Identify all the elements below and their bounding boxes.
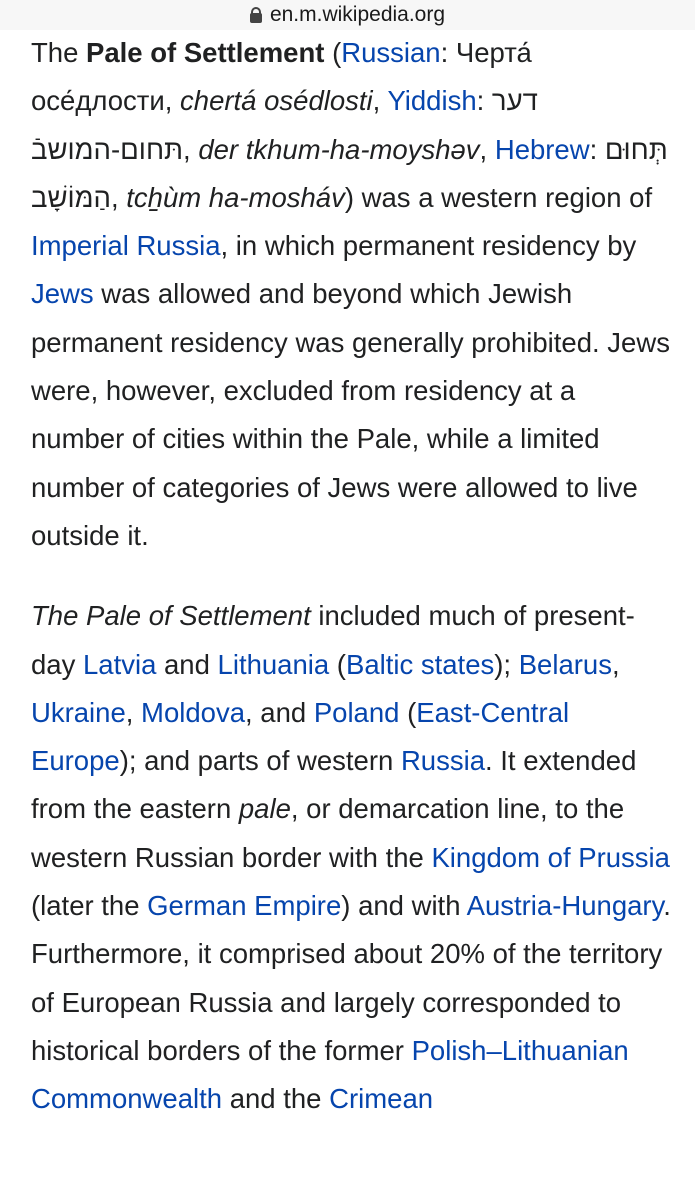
italic-pale: pale xyxy=(238,793,291,825)
text: , xyxy=(183,133,199,165)
link-moldova[interactable]: Moldova xyxy=(141,696,245,728)
text: , xyxy=(479,133,495,165)
text: was allowed and beyond which Jewish permanent residency was generally prohibited. Jews were, however, excluded from residency at a number of cities within the Pale, while a limited number of categories of Jews were allowed to live outside it. xyxy=(31,278,670,551)
hebrew-transliteration: tcẖùm ha-mosháv xyxy=(126,181,345,213)
text: ) and with xyxy=(341,890,467,922)
text: The xyxy=(31,37,87,68)
text: ) was a western region of xyxy=(344,181,653,213)
text: included much of present-day xyxy=(31,600,635,680)
text: , xyxy=(125,696,142,728)
text: . Furthermore, it comprised about 20% of the territory of European Russia and largely corresponded to historical borders of the former xyxy=(31,890,671,1066)
text: (later the xyxy=(31,890,148,922)
text: , xyxy=(372,85,388,117)
link-imperial-russia[interactable]: Imperial Russia xyxy=(31,230,221,262)
article-paragraph-1 xyxy=(31,29,671,560)
text: : xyxy=(476,85,492,117)
link-ukraine[interactable]: Ukraine xyxy=(31,696,126,728)
yiddish-transliteration: der tkhum-ha-moyshəv xyxy=(198,133,480,165)
russian-term: Черта́ осе́длости xyxy=(31,37,532,117)
link-polish-lithuanian-commonwealth[interactable]: Polish–Lithuanian Commonwealth xyxy=(31,1034,629,1115)
text: : xyxy=(440,37,456,68)
text: and xyxy=(156,648,218,680)
yiddish-term: דער תּחום-המושבֿ xyxy=(31,85,538,165)
text: , xyxy=(111,181,127,213)
russian-transliteration: chertá osédlosti xyxy=(180,85,373,117)
link-austria-hungary[interactable]: Austria-Hungary xyxy=(466,890,664,922)
link-russia[interactable]: Russia xyxy=(400,745,485,777)
link-lithuania[interactable]: Lithuania xyxy=(217,648,330,680)
text: , and xyxy=(245,696,314,728)
url-bar[interactable] xyxy=(0,0,695,30)
text: , in which permanent residency by xyxy=(220,230,637,262)
article-paragraph-2 xyxy=(31,592,671,1123)
hebrew-term: תְּחוּם הַמּוֹשָׁב xyxy=(31,133,668,213)
link-latvia[interactable]: Latvia xyxy=(82,648,157,680)
link-yiddish[interactable]: Yiddish xyxy=(387,85,477,117)
text: , xyxy=(611,648,620,680)
link-baltic-states[interactable]: Baltic states xyxy=(345,648,495,680)
text: ( xyxy=(399,696,417,728)
url-text[interactable]: en.m.wikipedia.org xyxy=(269,3,446,26)
text: and the xyxy=(222,1083,330,1115)
link-crimean[interactable]: Crimean xyxy=(329,1083,434,1115)
text: , xyxy=(164,85,181,117)
link-east-central-europe[interactable]: East-Central Europe xyxy=(31,696,570,777)
link-jews[interactable]: Jews xyxy=(31,278,94,310)
lock-icon xyxy=(250,7,262,23)
article-content xyxy=(31,29,671,1156)
text: ( xyxy=(324,37,342,68)
link-kingdom-of-prussia[interactable]: Kingdom of Prussia xyxy=(431,841,670,873)
link-hebrew[interactable]: Hebrew xyxy=(494,133,590,165)
article-title-italic: The Pale of Settlement xyxy=(31,600,311,632)
link-poland[interactable]: Poland xyxy=(313,696,400,728)
text: ( xyxy=(329,648,346,680)
article-title-bold: Pale of Settlement xyxy=(86,37,325,68)
text: ); xyxy=(494,648,519,680)
text: : xyxy=(589,133,605,165)
text: . It extended from the eastern xyxy=(31,745,637,825)
link-german-empire[interactable]: German Empire xyxy=(147,890,342,922)
link-belarus[interactable]: Belarus xyxy=(518,648,612,680)
link-russian[interactable]: Russian xyxy=(341,37,441,68)
text: ); and parts of western xyxy=(119,745,401,777)
text: , or demarcation line, to the western Russian border with the xyxy=(31,793,625,873)
